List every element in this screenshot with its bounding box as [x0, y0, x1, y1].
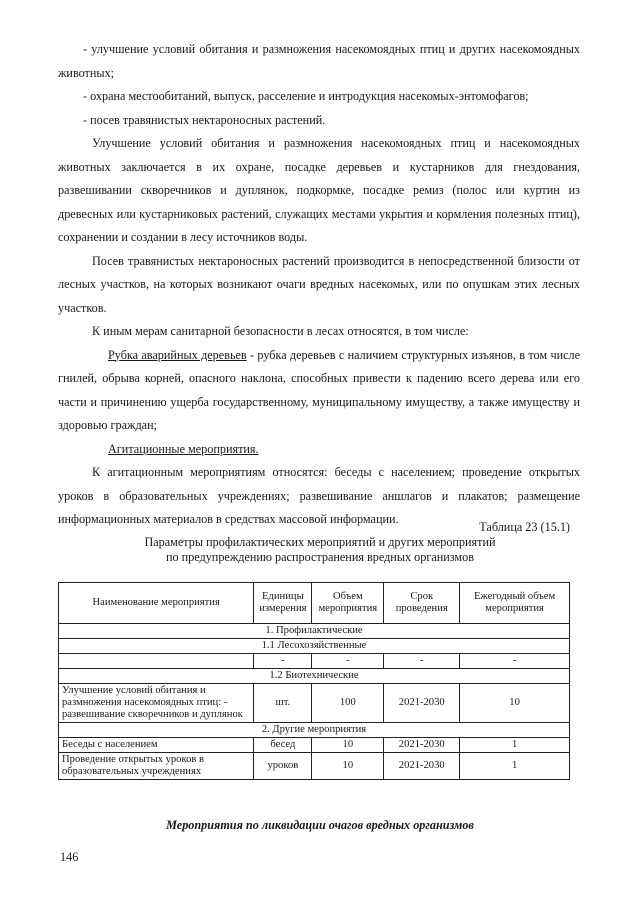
table-title-line1: Параметры профилактических мероприятий и других мероприятий [144, 535, 496, 549]
table-title [100, 535, 540, 565]
agitation-term: Агитационные мероприятия. [108, 441, 259, 456]
table-row [59, 684, 570, 723]
parameters-table [58, 582, 570, 780]
cell-unit: уроков [254, 753, 312, 780]
cell-unit: - [254, 654, 312, 669]
section-forestry: 1.1 Лесохозяйственные [59, 639, 570, 654]
cell-annual: 10 [460, 684, 570, 723]
paragraph-bird-conditions: Улучшение условий обитания и размножения насекомоядных птиц и насекомоядных животных заключается в их охране, посадке деревьев и кустарников для гнездования, развешивании скворечников и дуплянок, подкормке, посадке ремиз (полос или куртин из древесных или кустарниковых растений, служащих местами укрытия и кормления полезных птиц), сохранении и создании в лесу источников воды. [58, 136, 580, 244]
page-number: 146 [60, 850, 79, 864]
header-unit: Единицы измерения [254, 583, 312, 624]
cell-annual: 1 [460, 738, 570, 753]
header-annual: Ежегодный объем мероприятия [460, 583, 570, 624]
table-caption: Таблица 23 (15.1) [479, 520, 570, 534]
cell-name: Проведение открытых уроков в образовательных учреждениях [59, 753, 254, 780]
section-other: 2. Другие мероприятия [59, 723, 570, 738]
cell-period: - [384, 654, 460, 669]
cell-annual: - [460, 654, 570, 669]
cell-name: Улучшение условий обитания и размножения насекомоядных птиц: - развешивание скворечников и дуплянок [59, 684, 254, 723]
cell-period: 2021-2030 [384, 753, 460, 780]
paragraph-nectar-sowing: Посев травянистых нектароносных растений производится в непосредственной близости от лесных участков, на которых возникают очаги вредных насекомых, или по опушкам этих лесных участков. [58, 253, 580, 315]
table-section-row [59, 723, 570, 738]
section-biotechnical: 1.2 Биотехнические [59, 669, 570, 684]
bullet-entomophages: - охрана местообитаний, выпуск, расселение и интродукция насекомых-энтомофагов; [83, 89, 529, 103]
cell-name [59, 654, 254, 669]
table-section-row [59, 639, 570, 654]
cell-period: 2021-2030 [384, 738, 460, 753]
table-title-line2: по предупреждению распространения вредных организмов [165, 550, 474, 564]
table-row [59, 654, 570, 669]
cell-volume: 10 [312, 738, 384, 753]
paragraph-agitation-text: К агитационным мероприятиям относятся: беседы с населением; проведение открытых уроков в образовательных учреждениях; развешивание аншлагов и плакатов; размещение информационных материалов в средствах массовой информации. [58, 465, 580, 526]
header-volume: Объем мероприятия [312, 583, 384, 624]
emergency-felling-term: Рубка аварийных деревьев [108, 347, 247, 362]
table-section-row [59, 624, 570, 639]
cell-volume: 100 [312, 684, 384, 723]
table-section-row [59, 669, 570, 684]
section-heading-pest-elimination: Мероприятия по ликвидации очагов вредных организмов [166, 818, 474, 832]
paragraph-agitation-heading [58, 438, 580, 462]
header-period: Срок проведения [384, 583, 460, 624]
table-header-row [59, 583, 570, 624]
section-preventive: 1. Профилактические [59, 624, 570, 639]
paragraph-other-measures: К иным мерам санитарной безопасности в лесах относятся, в том числе: [92, 324, 469, 338]
emergency-felling-text: - рубка деревьев с наличием структурных изъянов, в том числе гнилей, обрыва корней, опасного наклона, способных привести к падению всего дерева или его части и причинению ущерба государственному, муниципальному имуществу, а также имуществу и здоровью граждан; [58, 347, 580, 432]
body-text [58, 38, 580, 532]
cell-annual: 1 [460, 753, 570, 780]
cell-unit: шт. [254, 684, 312, 723]
bullet-birds: - улучшение условий обитания и размножения насекомоядных птиц и других насекомоядных животных; [58, 42, 580, 80]
paragraph-emergency-felling [58, 344, 580, 438]
bullet-nectar-plants: - посев травянистых нектароносных растений. [83, 112, 326, 127]
table-row [59, 753, 570, 780]
cell-unit: бесед [254, 738, 312, 753]
cell-period: 2021-2030 [384, 684, 460, 723]
table-row [59, 738, 570, 753]
cell-volume: - [312, 654, 384, 669]
header-name: Наименование мероприятия [59, 583, 254, 624]
cell-name: Беседы с населением [59, 738, 254, 753]
cell-volume: 10 [312, 753, 384, 780]
